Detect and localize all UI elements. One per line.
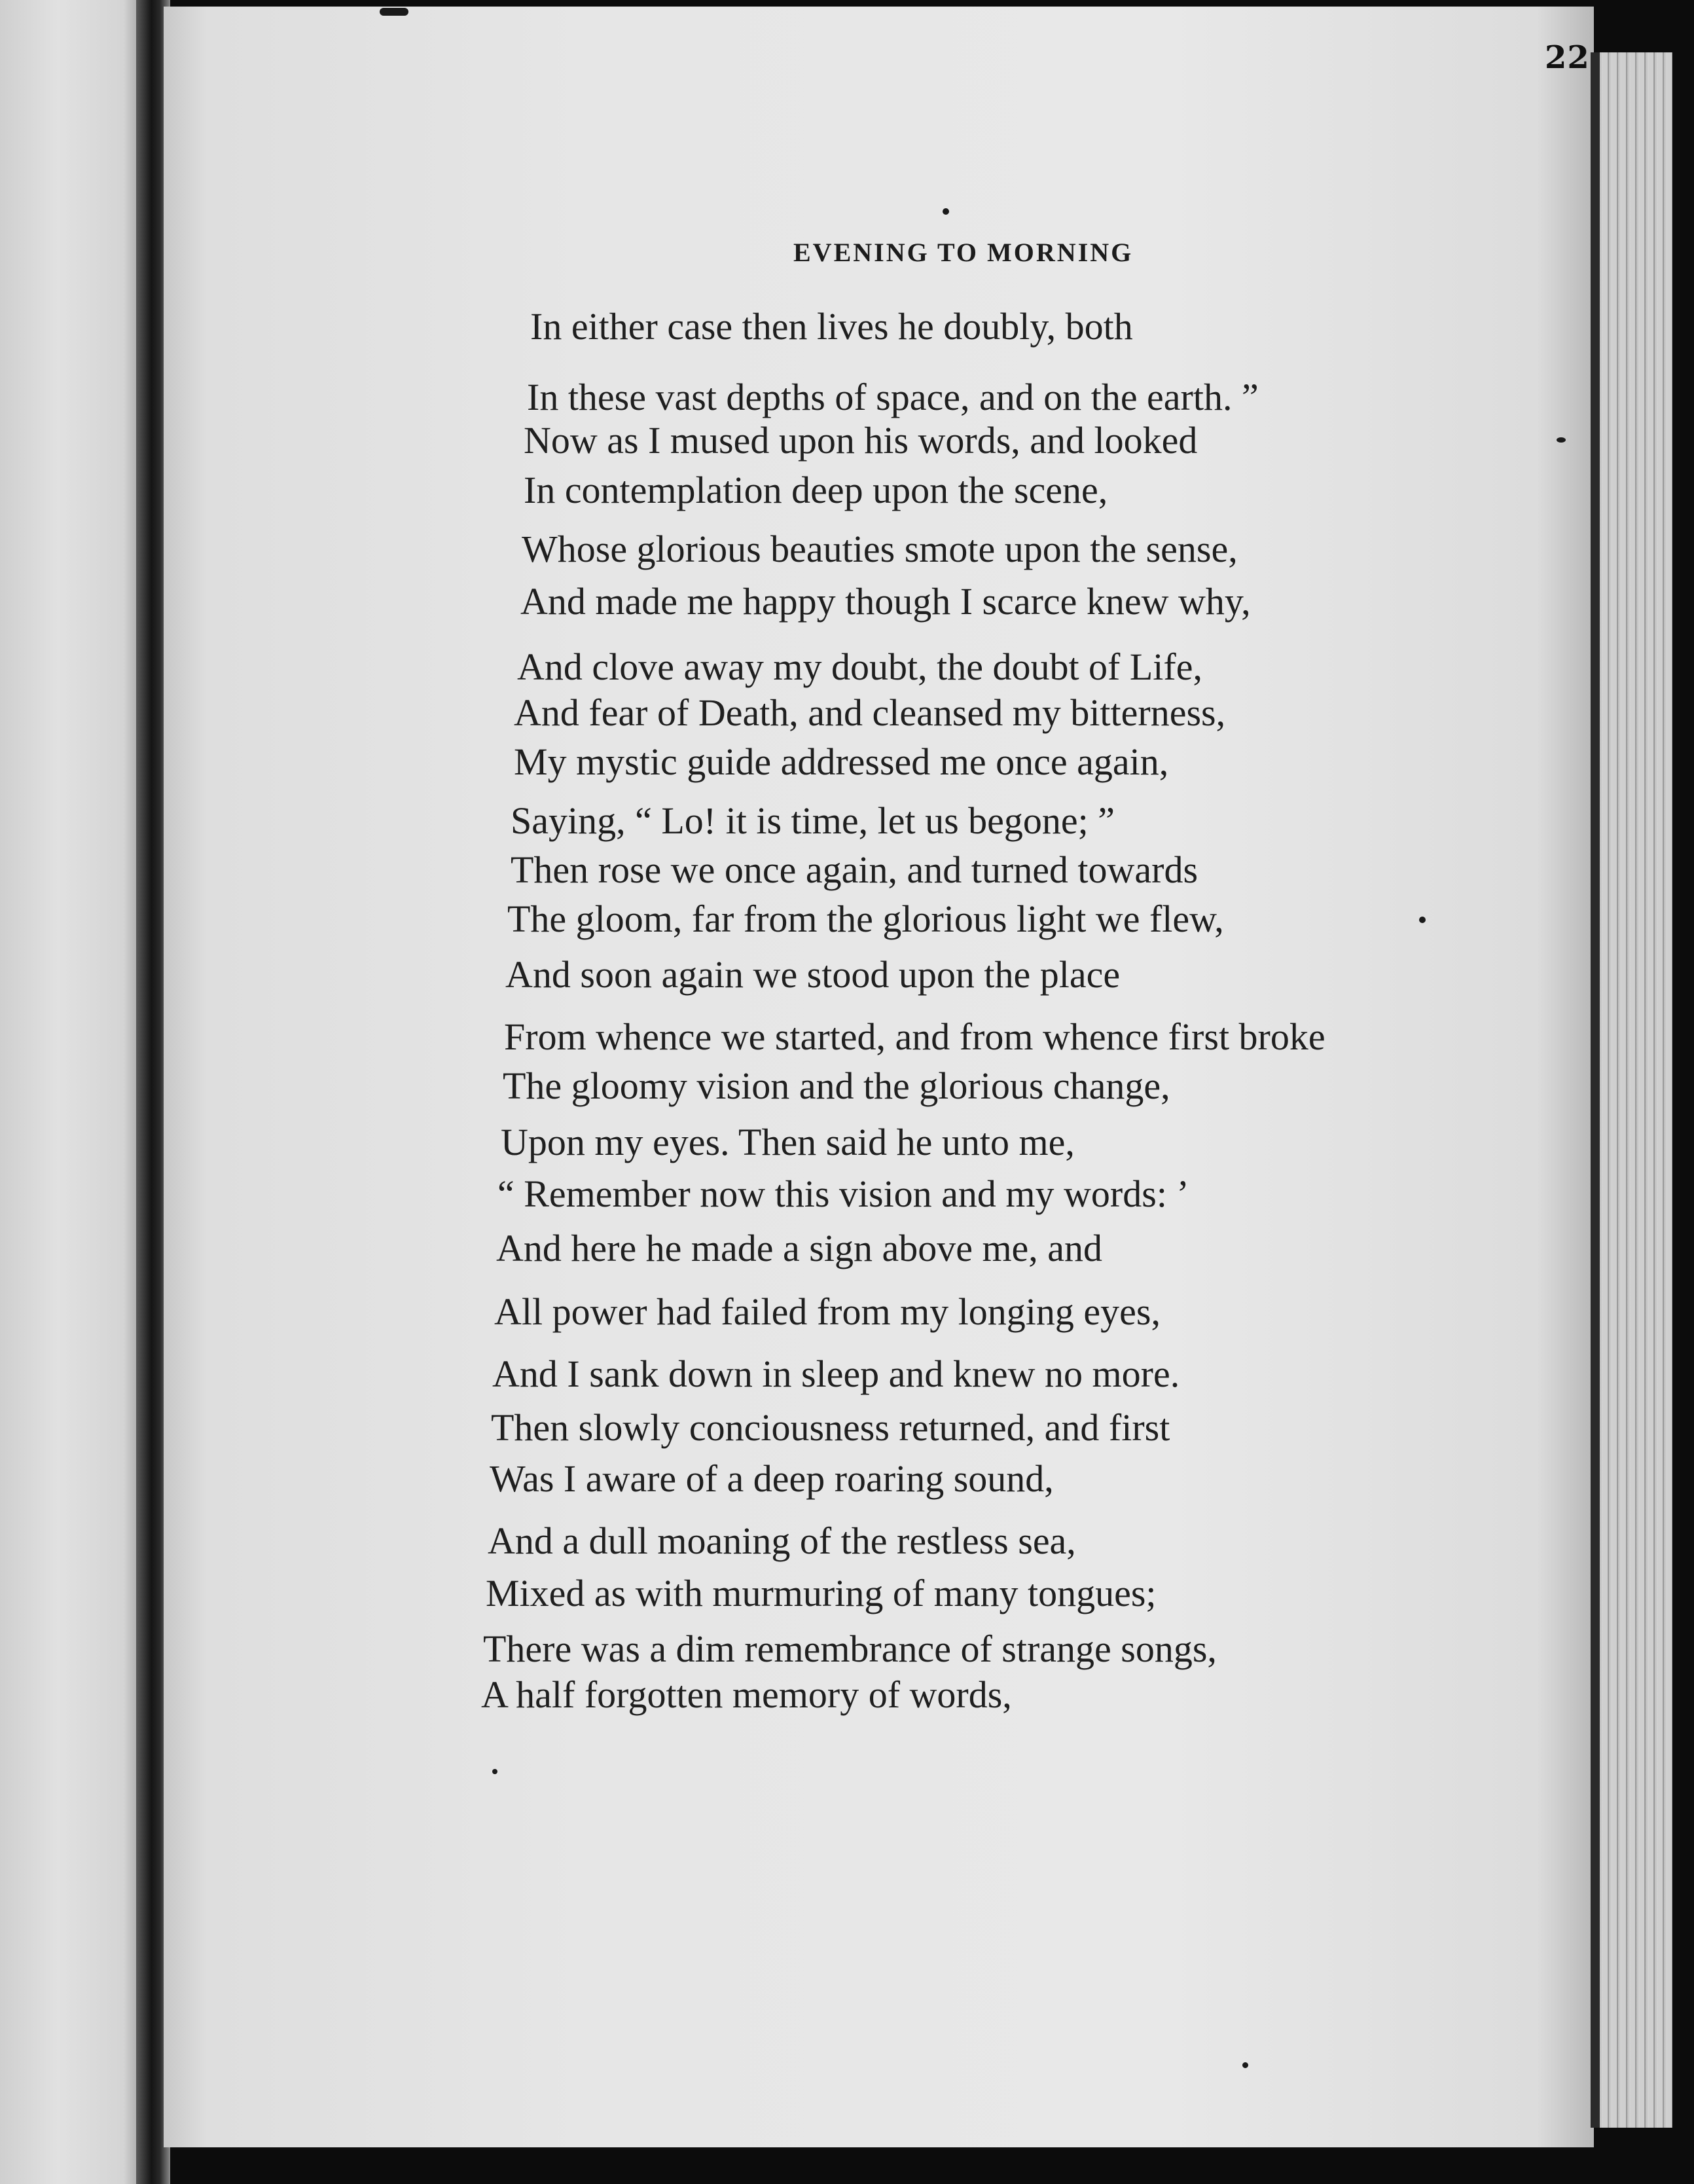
- poem-line: Then slowly conciousness returned, and first: [491, 1406, 1170, 1449]
- poem-line: And here he made a sign above me, and: [496, 1227, 1103, 1269]
- poem-line: My mystic guide addressed me once again,: [514, 740, 1169, 783]
- ink-speck: [1557, 437, 1566, 443]
- ink-speck: [1419, 917, 1426, 923]
- poem-line: Mixed as with murmuring of many tongues;: [486, 1572, 1157, 1614]
- left-page-edge: [0, 0, 145, 2184]
- right-edge-shadow: [1591, 52, 1600, 2128]
- poem-line: In these vast depths of space, and on the earth. ”: [527, 376, 1259, 418]
- poem-line: In either case then lives he doubly, both: [530, 305, 1133, 348]
- poem-line: A half forgotten memory of words,: [481, 1673, 1012, 1716]
- poem-line: Upon my eyes. Then said he unto me,: [501, 1121, 1075, 1163]
- poem-line: Was I aware of a deep roaring sound,: [490, 1457, 1054, 1500]
- ink-speck: [380, 8, 408, 16]
- poem-line: Whose glorious beauties smote upon the sense,: [522, 528, 1238, 570]
- ink-speck: [943, 208, 949, 215]
- poem-line: The gloom, far from the glorious light we flew,: [507, 898, 1224, 940]
- poem-line: The gloomy vision and the glorious change,: [503, 1065, 1170, 1107]
- ink-speck: [492, 1769, 497, 1774]
- running-title: EVENING TO MORNING: [793, 238, 1134, 267]
- ink-speck: [1242, 2062, 1248, 2068]
- poem-line: And clove away my doubt, the doubt of Life,: [517, 646, 1202, 688]
- poem-line: There was a dim remembrance of strange songs,: [483, 1628, 1217, 1670]
- poem-line: And made me happy though I scarce knew why,: [520, 580, 1251, 623]
- poem-line: And a dull moaning of the restless sea,: [488, 1520, 1076, 1562]
- poem-line: And soon again we stood upon the place: [505, 953, 1121, 996]
- poem-line: And fear of Death, and cleansed my bitterness,: [514, 691, 1226, 734]
- poem-line: Now as I mused upon his words, and looked: [524, 419, 1198, 462]
- poem-line: In contemplation deep upon the scene,: [524, 469, 1108, 511]
- poem-line: Saying, “ Lo! it is time, let us begone; ”: [511, 799, 1115, 842]
- poem-line: All power had failed from my longing eyes,: [494, 1290, 1161, 1333]
- poem-line: “ Remember now this vision and my words: ’: [497, 1173, 1189, 1215]
- poem-line: And I sank down in sleep and knew no more.: [492, 1353, 1180, 1395]
- poem-line: Then rose we once again, and turned towards: [511, 848, 1198, 891]
- poem-line: From whence we started, and from whence first broke: [504, 1015, 1325, 1058]
- page-number: 22: [1545, 39, 1590, 76]
- right-page-edges: [1594, 52, 1672, 2128]
